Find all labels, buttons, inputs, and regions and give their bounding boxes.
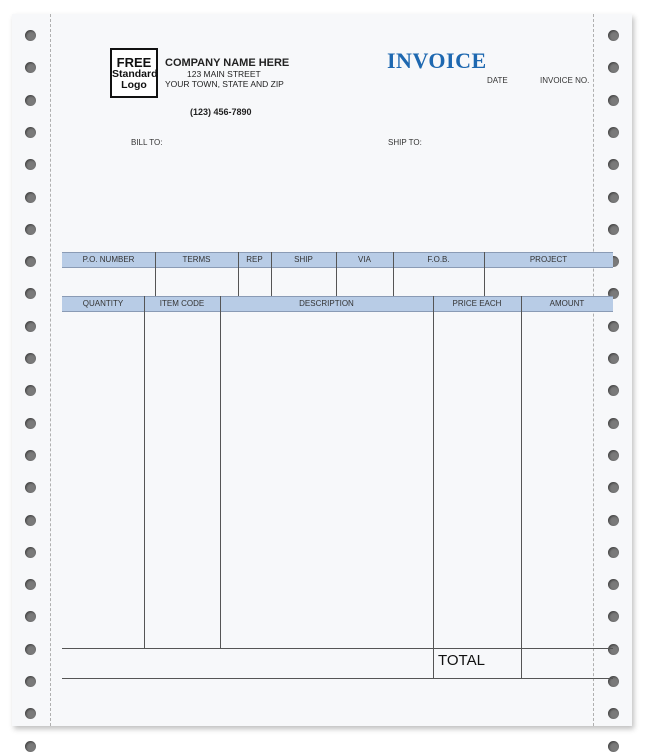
tractor-hole-icon bbox=[608, 127, 619, 138]
tractor-hole-icon bbox=[608, 385, 619, 396]
company-name: COMPANY NAME HERE bbox=[165, 57, 290, 69]
tractor-hole-icon bbox=[25, 741, 36, 752]
tractor-hole-icon bbox=[25, 385, 36, 396]
tractor-hole-icon bbox=[25, 224, 36, 235]
tractor-hole-icon bbox=[608, 708, 619, 719]
tractor-hole-icon bbox=[608, 482, 619, 493]
divider bbox=[433, 296, 434, 678]
tractor-hole-icon bbox=[608, 224, 619, 235]
tractor-hole-icon bbox=[25, 159, 36, 170]
tractor-hole-icon bbox=[25, 127, 36, 138]
rep-header: REP bbox=[246, 255, 263, 264]
tractor-hole-icon bbox=[25, 192, 36, 203]
tractor-hole-icon bbox=[25, 418, 36, 429]
project-header: PROJECT bbox=[529, 255, 568, 264]
items-bottom-line bbox=[62, 648, 613, 649]
divider bbox=[393, 252, 394, 296]
via-header: VIA bbox=[358, 255, 371, 264]
divider bbox=[144, 296, 145, 648]
logo-standard-text: Standard bbox=[112, 67, 158, 80]
company-street: 123 MAIN STREET bbox=[187, 69, 261, 79]
tractor-hole-icon bbox=[608, 418, 619, 429]
logo-free-text: FREE bbox=[116, 54, 152, 70]
tractor-hole-icon bbox=[608, 95, 619, 106]
divider bbox=[271, 252, 272, 296]
tractor-hole-icon bbox=[608, 192, 619, 203]
tractor-hole-icon bbox=[25, 644, 36, 655]
item-code-header: ITEM CODE bbox=[159, 299, 205, 308]
tractor-hole-icon bbox=[25, 547, 36, 558]
logo-placeholder bbox=[110, 48, 158, 98]
fob-header: F.O.B. bbox=[427, 255, 450, 264]
tractor-hole-icon bbox=[25, 611, 36, 622]
amount-header: AMOUNT bbox=[549, 299, 585, 308]
invoice-form bbox=[12, 14, 632, 726]
divider bbox=[484, 252, 485, 296]
ship-header: SHIP bbox=[294, 255, 313, 264]
divider bbox=[238, 252, 239, 296]
tractor-hole-icon bbox=[25, 95, 36, 106]
divider bbox=[521, 296, 522, 678]
tractor-hole-icon bbox=[608, 611, 619, 622]
po-number-header: P.O. NUMBER bbox=[82, 255, 135, 264]
invoice-title: INVOICE bbox=[387, 48, 487, 73]
total-bottom-line bbox=[62, 678, 613, 679]
date-label: DATE bbox=[487, 76, 508, 85]
logo-logo-text: Logo bbox=[121, 78, 147, 91]
tractor-hole-icon bbox=[25, 450, 36, 461]
bill-to-label: BILL TO: bbox=[131, 138, 163, 147]
description-header: DESCRIPTION bbox=[299, 299, 354, 308]
tractor-hole-icon bbox=[25, 256, 36, 267]
invoice-number-label: INVOICE NO. bbox=[540, 76, 590, 85]
tractor-hole-icon bbox=[608, 30, 619, 41]
tractor-hole-icon bbox=[25, 62, 36, 73]
company-address bbox=[165, 69, 284, 89]
total-label: TOTAL bbox=[438, 652, 485, 669]
terms-header: TERMS bbox=[182, 255, 211, 264]
divider bbox=[336, 252, 337, 296]
tractor-hole-icon bbox=[25, 515, 36, 526]
tractor-hole-icon bbox=[25, 676, 36, 687]
quantity-header: QUANTITY bbox=[82, 299, 124, 308]
price-each-header: PRICE EACH bbox=[452, 299, 502, 308]
divider bbox=[155, 252, 156, 296]
tractor-hole-icon bbox=[608, 353, 619, 364]
tractor-hole-icon bbox=[25, 579, 36, 590]
tractor-hole-icon bbox=[608, 62, 619, 73]
company-city: YOUR TOWN, STATE AND ZIP bbox=[165, 79, 284, 89]
tractor-hole-icon bbox=[25, 288, 36, 299]
tractor-hole-icon bbox=[608, 741, 619, 752]
tractor-hole-icon bbox=[25, 482, 36, 493]
form-body bbox=[50, 14, 601, 726]
left-tractor-strip bbox=[12, 14, 51, 726]
divider bbox=[220, 296, 221, 648]
tractor-hole-icon bbox=[608, 321, 619, 332]
tractor-hole-icon bbox=[608, 515, 619, 526]
tractor-hole-icon bbox=[608, 644, 619, 655]
tractor-hole-icon bbox=[25, 353, 36, 364]
tractor-hole-icon bbox=[608, 547, 619, 558]
tractor-hole-icon bbox=[25, 708, 36, 719]
tractor-hole-icon bbox=[608, 579, 619, 590]
tractor-hole-icon bbox=[608, 450, 619, 461]
ship-to-label: SHIP TO: bbox=[388, 138, 422, 147]
tractor-hole-icon bbox=[25, 321, 36, 332]
tractor-hole-icon bbox=[25, 30, 36, 41]
company-phone: (123) 456-7890 bbox=[190, 107, 252, 117]
tractor-hole-icon bbox=[608, 159, 619, 170]
